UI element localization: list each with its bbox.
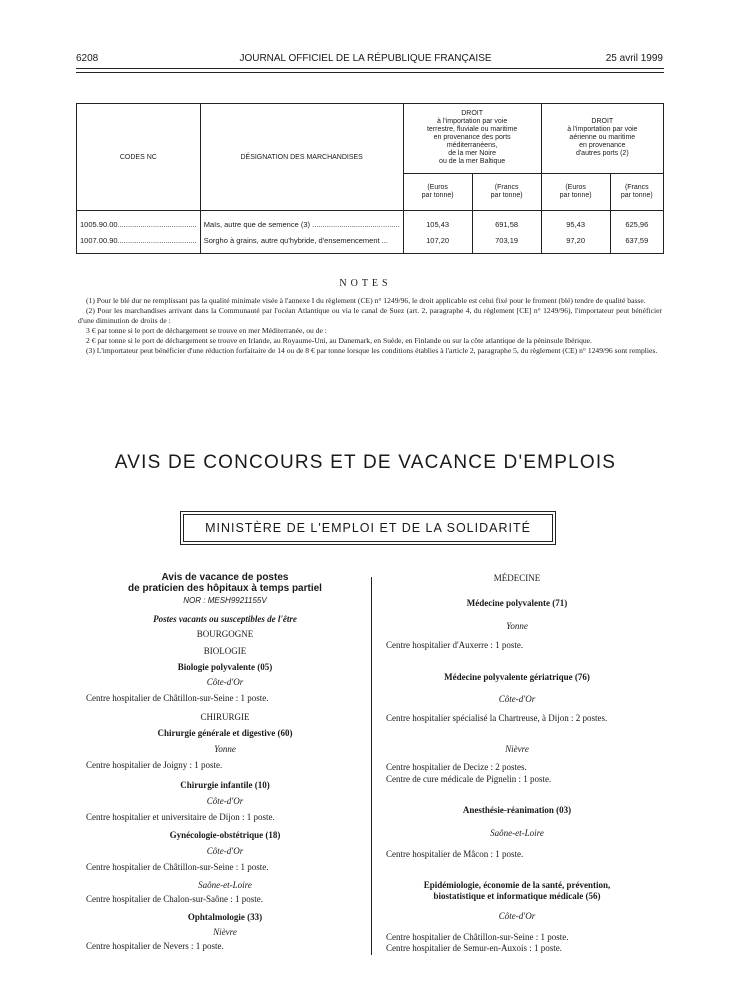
- note-item: (2) Pour les marchandises arrivant dans la Communauté par l'océan Atlantique ou via le canal de Suez (art. 2, paragraphe 4, du règlement [CE] n° 1249/96), l'importateur peut bénéficier d'une diminution de droits de :: [78, 306, 662, 325]
- cell-code: 1007.00.90......................................: [77, 232, 201, 254]
- specialty-heading: Anesthésie-réanimation (03): [462, 805, 572, 815]
- department-heading: Yonne: [506, 621, 528, 631]
- sub-francs-autres: (Francs par tonne): [610, 173, 663, 210]
- note-item: (1) Pour le blé dur ne remplissant pas la qualité minimale visée à l'annexe I du règlement (CE) n° 1249/96, le droit applicable est celui fixé pour le froment (blé) tendre de qualité basse.: [86, 296, 646, 305]
- nor-reference: NOR : MESH9921155V: [183, 596, 267, 605]
- specialty-heading: Biologie polyvalente (05): [177, 662, 273, 672]
- cell-francs-autres: 637,59: [610, 232, 663, 254]
- cell-euros-med: 105,43: [403, 211, 472, 233]
- department-heading: Saône-et-Loire: [490, 828, 544, 838]
- vacancy-entry: Centre hospitalier d'Auxerre : 1 poste.: [386, 640, 524, 650]
- department-heading: Nièvre: [213, 927, 237, 937]
- department-heading: Yonne: [214, 744, 236, 754]
- page-number: 6208: [76, 53, 99, 64]
- tariff-table: [76, 103, 664, 254]
- issue-date: 25 avril 1999: [605, 53, 663, 64]
- cell-designation: Sorgho à grains, autre qu'hybride, d'ensemencement ...: [200, 232, 403, 254]
- col-droit-autres-header: DROIT à l'importation par voie aérienne ou maritime en provenance d'autres ports (2): [541, 104, 663, 174]
- cell-francs-autres: 625,96: [610, 211, 663, 233]
- note-item: 3 € par tonne si le port de déchargement se trouve en mer Méditerranée, ou de :: [86, 326, 327, 335]
- department-heading: Saône-et-Loire: [198, 880, 252, 890]
- specialty-heading: Chirurgie générale et digestive (60): [157, 728, 293, 738]
- avis-title-2: de praticien des hôpitaux à temps partiel: [128, 583, 322, 594]
- postes-heading: Postes vacants ou susceptibles de l'être: [153, 614, 297, 624]
- cell-designation: Maïs, autre que de semence (3) ..........................................: [200, 211, 403, 233]
- sub-euros-autres: (Euros par tonne): [541, 173, 610, 210]
- vacancy-entry: Centre hospitalier de Semur-en-Auxois : 1 poste.: [386, 943, 563, 953]
- header-rule: [76, 68, 664, 69]
- vacancy-entry: Centre hospitalier de Châtillon-sur-Seine : 1 poste.: [86, 862, 269, 872]
- notes-body: [78, 296, 662, 356]
- specialty-heading: Epidémiologie, économie de la santé, prévention,: [423, 880, 611, 890]
- department-heading: Côte-d'Or: [206, 796, 244, 806]
- specialty-heading: Chirurgie infantile (10): [180, 780, 270, 790]
- department-heading: Côte-d'Or: [206, 846, 244, 856]
- cell-code: 1005.90.00......................................: [77, 211, 201, 233]
- journal-title: JOURNAL OFFICIEL DE LA RÉPUBLIQUE FRANÇAISE: [239, 53, 492, 64]
- ministry-heading: MINISTÈRE DE L'EMPLOI ET DE LA SOLIDARITÉ: [183, 514, 553, 542]
- sub-francs-med: (Francs par tonne): [472, 173, 541, 210]
- cell-francs-med: 691,58: [472, 211, 541, 233]
- cell-euros-autres: 97,20: [541, 232, 610, 254]
- header-rule-2: [76, 72, 664, 73]
- specialty-heading: Médecine polyvalente (71): [466, 598, 568, 608]
- vacancy-entry: Centre de cure médicale de Pignelin : 1 poste.: [386, 774, 552, 784]
- department-heading: Nièvre: [505, 744, 529, 754]
- vacancy-entry: Centre hospitalier de Nevers : 1 poste.: [86, 941, 224, 951]
- col-designation-header: DÉSIGNATION DES MARCHANDISES: [200, 104, 403, 211]
- col-droit-med-header: DROIT à l'importation par voie terrestre, fluviale ou maritime en provenance des ports méditerranéens, de la mer Noire ou de la mer Baltique: [403, 104, 541, 174]
- vacancy-entry: Centre hospitalier spécialisé la Chartreuse, à Dijon : 2 postes.: [386, 713, 608, 723]
- vacancy-entry: Centre hospitalier de Mâcon : 1 poste.: [386, 849, 524, 859]
- department-heading: Côte-d'Or: [498, 911, 536, 921]
- specialty-group-heading: CHIRURGIE: [200, 712, 250, 722]
- specialty-heading: Médecine polyvalente gériatrique (76): [444, 672, 590, 682]
- note-item: 2 € par tonne si le port de déchargement se trouve en Irlande, au Royaume-Uni, au Danemark, en Suède, en Finlande ou sur la côte atlantique de la péninsule Ibérique.: [86, 336, 592, 345]
- region-heading: BOURGOGNE: [196, 629, 254, 639]
- cell-euros-med: 107,20: [403, 232, 472, 254]
- col-codes-header: CODES NC: [77, 104, 201, 211]
- vacancy-entry: Centre hospitalier de Chalon-sur-Saône : 1 poste.: [86, 894, 264, 904]
- sub-euros-med: (Euros par tonne): [403, 173, 472, 210]
- avis-title-1: Avis de vacance de postes: [161, 572, 289, 583]
- table-row: [77, 211, 664, 233]
- table-row: [77, 232, 664, 254]
- specialty-group-heading: BIOLOGIE: [203, 646, 247, 656]
- vacancy-entry: Centre hospitalier de Joigny : 1 poste.: [86, 760, 223, 770]
- cell-francs-med: 703,19: [472, 232, 541, 254]
- specialty-heading: Ophtalmologie (33): [187, 912, 263, 922]
- cell-euros-autres: 95,43: [541, 211, 610, 233]
- vacancy-entry: Centre hospitalier de Decize : 2 postes.: [386, 762, 527, 772]
- vacancy-entry: Centre hospitalier et universitaire de Dijon : 1 poste.: [86, 812, 275, 822]
- specialty-heading: Gynécologie-obstétrique (18): [169, 830, 281, 840]
- note-item: (3) L'importateur peut bénéficier d'une réduction forfaitaire de 14 ou de 8 € par tonne lorsque les conditions établies à l'article 2, paragraphe 5, du règlement (CE) n° 1249/96 sont remplies.: [86, 346, 658, 355]
- notes-title: NOTES: [339, 278, 392, 289]
- department-heading: Côte-d'Or: [206, 677, 244, 687]
- specialty-heading-cont: biostatistique et informatique médicale (56): [433, 891, 601, 901]
- vacancy-entry: Centre hospitalier de Châtillon-sur-Seine : 1 poste.: [386, 932, 569, 942]
- vacancy-entry: Centre hospitalier de Châtillon-sur-Seine : 1 poste.: [86, 693, 269, 703]
- section-title: AVIS DE CONCOURS ET DE VACANCE D'EMPLOIS: [114, 452, 617, 473]
- specialty-group-heading: MÉDECINE: [493, 573, 541, 583]
- department-heading: Côte-d'Or: [498, 694, 536, 704]
